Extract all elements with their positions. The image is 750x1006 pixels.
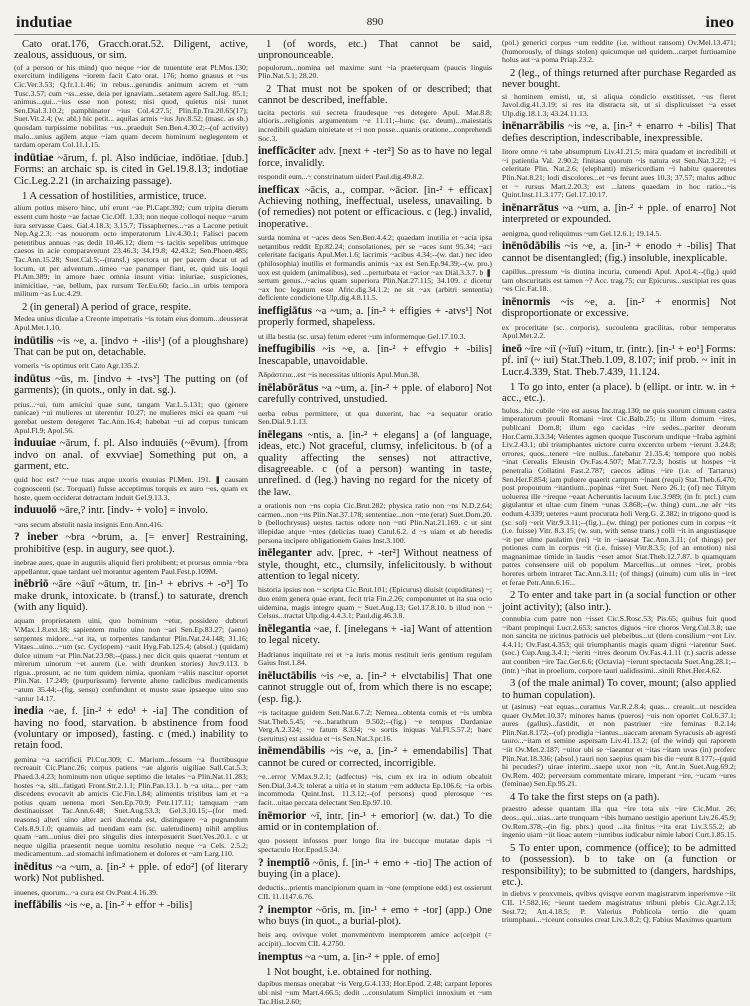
citation-block: ut illa bestia (sc. ursa) fetum ederet ~um informemque Gel.17.10.3. <box>258 331 466 341</box>
entry-headword: inēmorior <box>258 809 307 822</box>
entry-definition: ~a ~um, a. [in-² + pple. of emo] <box>302 951 440 963</box>
text-columns <box>14 38 736 1006</box>
citation-block: ~ans secum abstulit nasia insignis Enn.Ann.416. <box>14 519 163 529</box>
citation-block: tacita pectoris sui secreta fraudesque ~es detegere Apul. Mat.8.8; altioris...religionis argumentum ~e 11.11;--hunc (sc. deum)...maiestatis incredibili quadam ninietate et ~i non posse...quanis oratione...conprehendi Soc.3. <box>258 107 492 143</box>
citation-block: inuenes, quorum...~a cura est Ov.Pont.4.16.39. <box>14 887 158 897</box>
column-middle <box>258 39 492 1006</box>
dictionary-entry <box>258 746 492 769</box>
entry-definition: ~ae, f. [in-² + edo¹ + -ia] The condition of having no food, starvation. b abstinence from food (voluntary or imposed), fasting. c (med.) inability to retain food. <box>14 706 248 752</box>
citation-block: gemina ~a sacrificii Pl.Cur.309; C. Marium...fessum ~a fluctibusque recreauit Cic.Planc.26; corpus patiens ~ae algoris uigiliae Sall.Cat.5.3; Phaed.3.4.23; hominum non utique septimo die letales ~a Plin.Nat.11.283; hostes ~a, siti...fatigati Front.Str.2.1.1; Plin.Pan.13.1. b ~a uita... per ~am discedens evocavit ab amicis Cic.Fin.1.84; alimentis tristibus iam et ~a potius quam uenena mori Sen.Ep.70.9; Petr.117.11; tamquam ~am destinauisset Tac.Ann.6.48; Suet.Aug.53.3; Gel.3.10.15;--(for med. reasons) alteri uino alter acri ducenda est, distinguere ~a pugnandum Cels.8.9.1.0; quamuis ad tuendam eam (sc. ualetudinem) nihil amplius quam ~am...unius diei pro singulis dies interposuerit Suet.Ves.20.1. c ut neque uigilia praesentit neque uomitu resolutio neque ~a Cels. 2.5.2; medicamentum...ad stomachi infimationem et dolores et ~am Larg.110. <box>14 754 248 859</box>
dictionary-entry <box>258 383 492 406</box>
entry-headword: inedia <box>14 705 44 718</box>
entry-headword: induuiae <box>14 437 57 450</box>
entry-headword: inēbriō <box>14 578 49 591</box>
dictionary-entry <box>14 374 248 397</box>
citation-block: praestro adesse quantam illa qua ~ire tota uix ~ire Cic.Mur. 26; deos...qui...uias...arte trunquam ~ibis humano uestigio aperiunt Liv.26.45.9; Ov.Rem.378;--(in fig. phrs.) quod ...ita finitus ~ita erat Liv.3.55.2; ab ingenio uiam ~iit lioac autem ~iuntibus iudicabur nimie labori Curt.1.85.15. <box>502 804 736 840</box>
entry-headword: inēlabōrātus <box>258 381 319 394</box>
citation-block: populorum...nomina uel maxime sunt ~ia praeterquam (paucis linguis Plin.Nat.5.1; 28.20. <box>258 62 492 81</box>
entry-definition: ~āre ~āuī ~ātum, tr. [in-¹ + ebrivs + -o³] To make drunk, intoxicate. b (transf.) to saturate, drench (with any liquid). <box>14 579 248 613</box>
sense-definition: 2 To enter and take part in (a social function or other joint activity); (also intr.). <box>502 590 736 613</box>
dictionary-entry <box>258 306 492 329</box>
entry-headword: ineffābilis <box>14 899 62 912</box>
dictionary-entry <box>258 548 492 582</box>
entry-definition: ~a ~um, a. [in-² + pple. of elaboro] Not carefully contrived, unstudied. <box>258 382 492 406</box>
citation-block: hulus...hic cubile ~ire est ausus Inc.trag.130; ne quis suorum cimuun castra imperatorum prouli Romani ~iret Cic.Balb.25; tu illum domum ~ires, publicani Dom.8; illum ego cacidas ~ire sedes...pariter deorum Hor.Carm.3.3.34; Velentes agmen quoque Tuscorum undique ~Iraba agmini Liv.2.43.1; ubi triumphantes uictore curru excerctu urbem ~ierunt 3.24.8; errores, quos...tenere ~ire nullus...fatebatur 21.35.4; tempore quo nobis ~inat Cerealis Eleusin Ov.Fas.4.507; Mar.7.72.3; hostis ut hospes ~it penetralia Collatini Fast.2.787; caecos aditus ~ire (i.e. of Tartarus) Sen.Her.F.854; iam puluere quaerit campum ~inant (requi) Stat.Theb.6.470; post propoutum ~itantium...popinas ~iret Suet. Nero 26.1; (of) nec Tiltym uoluerea ille ~ireque ~eaat Acheruntis lacuum Luc.3.989; (in fr. ptcl.) cum gigulantur et ultae cum finem ~unas 3.868;--(w. thing) cum...ne aër ~its eodum 4.339; ueteres ~aunt procurata holi Verg.G. 2.382; in trigono quod is (sc. sol) ~erit Vitr.9.3.11;--(fig.)...(w. thing) per potiones cum in corpus ~it (i.e. fuisse) Vitr. 8.3.15; (w. sun, with sense trans.) colli ~it in angustiasque ~it per ulme paulatim (rei) ~it in ~iaeasat Tac.Ann.3.11; (of things) per potiones cum in corpus ~it (i.e. fuisse) Vitr.8.3.5; (of an emotion) nisi magnanimae timide in laudis ~eset amor Stat.Theb.12.7.87. b quamquam patres consensere uiil ob populum Marcellus...ut omnes ~iret, probis horeres urbem intraret Tac.Ann.3.11; (of things) (uinum) cum ulis in ~iret et ferae Petr.Ann.6.16... <box>502 405 736 587</box>
citation-block: ~is tacitaque guidem Sen.Nat.6.7.2; Nemea...obtenta comis et ~is umbra Stat.Theb.5.45; ~e...barathrum 9.502;--(fig.) ~e tempus Dardaniae Verg.A.2.324; ~e fatum 8.334; ~e sortis iniquas Val.Fl.5.57.2; haec (seruitus) est assidua et ~is Sen.Nat.3.pr.16. <box>258 708 492 743</box>
dictionary-entry <box>14 505 248 516</box>
entry-headword: ineffīcāciter <box>258 145 316 158</box>
citation-block: quid hoc est? ~~ue tuas atque uxoris exuuias Pl.Men. 191. ❚ causam cognoscenti (sc. Torquati) fulsse acceptimus torquis ex auro ~es, quam ex hoste, quem occiderat detractam induit Gel.9.13.3. <box>14 475 248 502</box>
entry-headword: inēlegans <box>258 428 303 441</box>
sense-definition: 4 To take the first steps on (a path). <box>510 791 660 803</box>
entry-definition: ~ntis, a. [in-² + elegans] a (of language, ideas, etc.) Not graceful, clumsy, infelicitous. b (of a quality affecting the senses) not attractive, disagreeable. c (of a person) wanting in taste, unrefined. d (leg.) having no regard for the nicety of the law. <box>258 429 492 498</box>
dictionary-entry <box>258 344 492 367</box>
dictionary-entry <box>14 900 248 911</box>
citation-block: respondit eum...~ constrinatum uideri Paul.dig.49.8.2. <box>258 172 425 181</box>
dictionary-entry <box>502 203 736 226</box>
dictionary-entry <box>502 121 736 144</box>
citation-block: vomeris ~is optimus erit Cato Agr.135.2. <box>14 361 140 371</box>
entry-headword: inēleganter <box>258 547 312 560</box>
citation-block: ex proceritate (sc. corporis), sucoulenta gracilitas, robur temperatus Apul.Met.2.2. <box>502 322 736 341</box>
dictionary-entry <box>258 146 492 169</box>
dictionary-entry <box>258 905 492 928</box>
entry-definition: ~is ~e, a. [in-² + effor + -bilis] <box>61 900 193 912</box>
entry-definition: ~ōris, m. [in-¹ + emo + -tor] (app.) One who buys (in quot., a burial-plot). <box>258 904 492 927</box>
entry-headword: indūtilis <box>14 334 54 347</box>
entry-definition: adv. [prec. + -ter²] Without neatness of style, thought, etc., clumsily, infelicitously. b without attention to legal nicety. <box>258 548 492 582</box>
entry-definition: ~ācis, a., compar. ~ācior. [in-² + efficax] Achieving nothing, ineffectual, useless, unavailing. b (of remedies) not potent or efficacious. c (leg.) invalid, inoperative. <box>258 184 492 230</box>
sense-definition: 2 That must not be spoken of or described; that cannot be described, ineffable. <box>258 84 492 107</box>
sense-definition: 1 Not bought, i.e. obtained for nothing. <box>266 966 432 978</box>
entry-definition: ~īre ~iī (~īuī) ~itum, tr. (intr.). [in-¹ + eo¹] Forms: pf. inī (~ iui) Stat.Theb.1.09, 8.107; inif prob. ~ init in Lucr.4.339, Stat. Theb.7.439, 11.124. <box>502 343 736 378</box>
entry-definition: ~ūs, m. [indvo + -tvs³] The putting on (of garments); (in quots., only in dat. sg.). <box>14 373 248 397</box>
sense-definition: 3 (of the male animal) To cover, mount; (also applied to human copulation). <box>502 678 736 701</box>
dictionary-entry <box>502 241 736 264</box>
citation-block: Hadrianus inquiitate rei et ~a iuris motus restituit ieris gentium regulam Gaius Inst.1.84. <box>258 649 492 668</box>
dictionary-entry <box>258 671 492 705</box>
dictionary-entry <box>258 430 492 498</box>
entry-headword: inēmendābilis <box>258 745 326 758</box>
citation-block: aquam proprietatem uini, quo hominum ~etur, possidere dubrori V.Max.1.8.ext.18; sapientem multo uino non ~ari Sen.Ep.83.27; (aeno) serpentes midore...~at ita, ut torpentes tandantur Plin.Nat.24.148; 31.16; Vitaes...uino...~um (sc. Cyclopem) ~auit Hyg.Fab.125.4; (absol.) (quidam) dulce uinum ~at Plin.Nat.23.98;--(pass.) nec dicit quis quaerat ~tentum et mirerum uinorum ~et aurem (i.e. with drunken stories) Juv.9.113. b rigua...prosunt, ac ne tum quidem nimia, quoniam ~aliis nascitur oportet Plin.Nat. 17.249; (purpurissum) fervente aheno radicibus medicamentis ~atum 35.44;--(fig. sensu) confundunt et musto suae ipsaeque uino suo ~antur 14.17. <box>14 616 248 703</box>
entry-definition: ~is ~e, a. [in-² + enarro + -bilis] That defies description, indescribable, inexpressible. <box>502 121 736 144</box>
entry-definition: ~āre,? intr. [indv- + volo] = involo. <box>56 505 208 517</box>
dictionary-entry <box>258 858 492 881</box>
entry-headword: inefficax <box>258 183 300 196</box>
dictionary-entry <box>258 624 492 647</box>
entry-headword: indūtiae <box>14 151 54 164</box>
citation-block: Medea unius diculae a Creonte impetratis ~is totam eius domum...deusserat Apul.Met.1.10. <box>14 314 248 332</box>
citation-block: quo possent infossos puer longo fita ire buccque mutatae dapis ~i spectaculo Hor.Epod.5.34. <box>258 836 492 854</box>
dictionary-entry <box>502 344 736 378</box>
citation-block: ~e...error V.Max.9.2.1; (adfectus) ~is, cum ex ira in odium obcaluit Sen.Dial.3.4.3; tolerat a uitia et in statum ~em adducta Ep.106.6; ~ia orbis incommoda Quint.Inst. 11.3.12;--(of persons) quod plerosque ~es facit...uitae peccata delectant Sen.Ep.97.10. <box>258 772 492 807</box>
dictionary-entry <box>14 862 248 885</box>
entry-definition: ~ī, intr. [in-¹ + emorior] (w. dat.) To die amid or in contemplation of. <box>258 810 492 833</box>
entry-definition: ~ārum, f. pl. Also indūciae, indōtiae. [dub.] Forms: an archaic sp. is cited in Gel.19.8.13; indotiae Cic.Leg.2.21 (in archaizing passage). <box>14 152 248 187</box>
right-running-headword: ineo <box>705 14 734 31</box>
entry-definition: ~bra ~brum, a. [= enver] Restraining, prohibitive (esp. in augury, see quot.). <box>14 532 248 555</box>
citation-block: heis aeq. ovivque volet monvmentvm inemptorem amice ac(ce)pit (= accipit)...locvm CIL 4.2750. <box>258 930 492 948</box>
dictionary-entry <box>14 706 248 752</box>
dictionary-entry <box>14 153 248 187</box>
citation-block: a orationis non ~ns copia Cic.Brut.282; physica ratio non ~ns N.D.2.64; carmen...non ~ns Plin.Nat.37.178; sententiae...non ~nte (erat) Suet.Dom.20. b (bellochrysus) uestes tactus odore non ~nti Plin.Nat.21.169. c ut sint illepidae atque ~ntes (delicias tuae) Catul.6.2. d ~s uiam et ab heredis persona incipere obligationem Gaius Inst.3.100. <box>258 501 492 545</box>
citation-block: deductis...prientis mancipiorum quam in ~one (emptione edd.) est ossierunt CIL 11.1147.6.76. <box>258 883 492 901</box>
citation-block: dapibus mensas onerabat ~is Verg.G.4.133; Hor.Epod. 2.48; carpant Iepores ubi nisl ~um Mart.4.66.5; dedit ...consulatum Simplici innoxium et ~um Tac.Hist.2.60; <box>258 979 492 1006</box>
entry-definition: ~ōnis, f. [in-¹ + emo + -tio] The action of buying (in a place). <box>258 857 492 880</box>
entry-headword: inēnarrābilis <box>502 120 565 133</box>
entry-headword: inēditus <box>14 861 53 873</box>
entry-definition: ~is ~e, a. [indvo + -ilis¹] (of a ploughshare) That can be put on, detachable. <box>14 335 248 358</box>
entry-headword: ineffugibilis <box>258 343 316 356</box>
entry-definition: ~a ~um, a. [in-² + pple. of edo²] (of literary work) Not published. <box>14 862 248 885</box>
citation-block: uerba rebus permittere, ut qua duxerint, hac ~a sequatur oratio Sen.Dial.9.1.13. <box>258 408 492 427</box>
column-right <box>502 39 736 969</box>
entry-definition: ~ārum, f. pl. Also induuiēs (~ēvum). [from indvo on anal. of exvviae] Something put on, a garment, etc. <box>14 438 248 472</box>
entry-headword: ineffigiātus <box>258 304 312 317</box>
citation-block: in diebvs v proxvmeis, qvibvs qvisqve eorvm magistratvm inperivmve ~iit CIL 1².582.16; ~ieunt taedem magistratus tribuni plebis Cic.Agr.2.13; Sest.72; Att.4.18.5; P. Valerius Poblicola tertio die quam triumphaui...~iceunt consules creat Liv.3.8.2; Q. Fabius Maximus quartum <box>502 889 736 925</box>
entry-headword: ? ineber <box>14 531 59 544</box>
sense-definition: 2 (leg., of things returned after purchase Regarded as never bought. <box>502 67 736 91</box>
citation-block: historia ipsius non ~ scripta Cic.Brut.101; (Epicurus) diuisit (cupiditates) ~; duo enim genera quae erant, fecit tria Fin.2.26; componuntet ut ita sua ocio uidemina, magis integre quam ~ Suet.Aug.13; Gel.17.8.10. b illud non ~ Celsus...tractat Ulp.dig.4.4.3.1; Paul.dig.46.3.8. <box>258 585 492 621</box>
dictionary-entry <box>14 532 248 555</box>
sense-definition: 1 To go into, enter (a place). b (ellipt. or intr. w. in + acc., etc.). <box>502 381 736 405</box>
sense-definition: 2 (in general) A period of grace, respite. <box>22 301 192 313</box>
entry-headword: induuolō <box>14 504 57 517</box>
entry-definition: ~ae, f. [inelegans + -ia] Want of attention to legal nicety. <box>258 623 492 647</box>
entry-headword: inēnarrātus <box>502 201 559 214</box>
entry-definition: ~is ~e, a. [in-² + effvgio + -bilis] Inescapable, unavoidable. <box>258 344 492 367</box>
column-left <box>14 39 248 969</box>
citation-block: litore omne ~i tabe absumptum Liv.41.21.5; mira quadam et incredibili et ~i patientia Val. 2.90.2; finitasa quorum ~is natura est Sen.Nat.3.22; ~i celeritate Plin. Nat.2.6; (elephanti) misericordiam ~i habitu quaerentes Plin.Nat.8.21; lodi discolores...et ~es ferunt aues 10.3; 37.57; malus adhuc et ~ rursus Mart.2.20.3; est ...latens quaedam in hoc ratio...~is Quint.Inst.11.3.177; Gel.17.10.17. <box>502 147 736 200</box>
citation-block: aenigma, quod reliquimus ~um Gel.12.6.1; 19.14.5. <box>502 228 662 238</box>
dictionary-entry <box>14 579 248 613</box>
entry-definition: ~is ~e, a. [in-² + enodo + -bilis] That cannot be disentangled; (fig.) insoluble, inexplicable. <box>502 241 736 264</box>
entry-headword: ? inemptor <box>258 903 313 916</box>
left-running-headword: indutiae <box>16 14 73 31</box>
entry-definition: ~is ~e, a. [in-² + emendabilis] That cannot be cured or corrected, incorrigible. <box>258 746 492 769</box>
entry-headword: inēnōdābilis <box>502 240 561 253</box>
entry-headword: inēluctābilis <box>258 669 317 682</box>
citation-block: Ἀδράστεια...est ~is necessitas ultionis Apul.Mun.38. <box>258 370 420 380</box>
citation-block: capillus...pressum ~is diutina incuria, cumendi Apul. Apol.4;--(fig.) quid tam obscuritatis est tamen ~? Acc. trag.75; cur Epicurus...suscipiat res quas ~es Cic.Fat.18. <box>502 266 736 294</box>
entry-headword: inemptus <box>258 950 303 963</box>
entry-headword: ineō <box>502 342 523 355</box>
citation-block: inebrae aues, quae in auguriis aliquid fieri prohibent; et prorsus omnia ~bra appellantur, quae tardant uel morantur agentem Paul.Fest.p.109M. <box>14 557 248 576</box>
entry-headword: inēnormis <box>502 295 551 308</box>
entry-definition: ~is ~e, a. [in-² + elvctabilis] That one cannot struggle out of, from which there is no escape; (esp. fig.). <box>258 670 492 705</box>
entry-headword: indūtus <box>14 372 51 385</box>
dictionary-entry <box>258 952 492 963</box>
entry-definition: adv. [next + -ter²] So as to have no legal force, invalidly. <box>258 146 492 169</box>
sense-definition: Cato orat.176, Gracch.orat.52. Diligent, active, zealous, assiduous, or sim. <box>14 39 248 62</box>
entry-definition: ~a ~um, a. [in-² + effigies + -atvs¹] Not properly formed, shapeless. <box>258 305 492 329</box>
page-number: 890 <box>366 16 384 28</box>
citation-block: (pol.) generici corpus ~um reddite (i.e. without ransom) Ov.Mel.13.471; (humorously, of things stolen) quicumque uel quidem...carpet furtiuamine holus aut ~a poma Priap.23.2. <box>502 38 736 65</box>
sense-definition: 1 A cessation of hostilities, armistice, truce. <box>22 190 207 202</box>
page-header <box>14 14 736 35</box>
dictionary-entry <box>14 336 248 359</box>
citation-block: alium potius misero hinc, ubi erunt ~ae Pl.Capt.392; cum tripita dierum essent cum hoste ~ae factae Cic.Off. 1.33; non neque colloqui neque ~arum iura servasse Caes. Gal.4.18.3; 3.15.7; Tissaphernes...~as a Lacone petiuit Nep.Ag.2.3; ~as nouorum octo imperatorum Liv.4.30.1; Falisci pacem petentibus annuas ~as dedit 10.46.12; diem ~s tacitis sepelibus utrimque caesos in acie comparaverunt 23.46.3; 34.19.8; 42.43.2; Sen.Phoen.485; Tac.Ann.15.28; Suet.Cal.5;--(transf.) spectora ut per pacem ducat ut ad locum, ut per adventum...timeo ~ae parumper fiant, et, quid uis loqui Pl.Am.389; in amore haec omnia insunt vitia: iniuriae, suspiciones, inimicitiae, ~ae, bellum, pax rursum Ter.Eu.60; facio...in urbis tempora militum ~as Luc.4.29. <box>14 203 248 299</box>
dictionary-entry <box>502 297 736 320</box>
citation-block: connubia cum patre non ~isset Cic.S.Rosc.53; Pis.65; quibus fuit quod ~ibant propinqui Lucr.2.653; sanctos diguos ~ire choros Verg.Cul.3.8; uae non sancita ne uicinus patrocis uel plebeibus...ut (tlern consilium ~ent Liv. 4.4.11; Ov.Fast.4.353; qui triumphantis magis quam digni ~iarentur Suet.(soc.) Cup.Aug.3.4.1; ~ieriti ~itres deorum Ov.Fas.4.1.11 (r.) sacris adesse aut contiben ~ire Tac.Ger.6.6; (Octavia) ~ierunt spectacula Suet.Ang.28.1;--(intr.) ~ibat in proelium, corpore tauri ualidissimi...sinili Rhet.Her.4.62. <box>502 614 736 675</box>
citation-block: surda nomina et ~aces deos Sen.Ben.4.4.2; quaedam inutilia et ~acia ipsa uetantibus reddit Ep.82.24; consolationes, per se ~aces sunt 95.34; ~aci celeritate facigatis Apul.Met.1.6; lacrimis ~acibus 4.34;--(w. dat.) nec ideo (philosophia) inutilis et formandis animis ~ax est Sen.Ep.94.39;--(w. pro.) uox est quidem (animalibus), sed ...perturbata et ~acior ~ax Dial.3.3.7. b ❚ sertum genus...~acius quam superiora Plin.Nat.27.115; 34.109. c dicetur ~ax hoc legatum esse Afric.dig.34.1.2; ne sit ~ax (arbitri sententia) deficiente condicione Ulp.dig.4.8.11.5. <box>258 233 492 303</box>
citation-block: (of a person or his mind) quo neque ~ior de tuuentute erat Pl.Mos.130; exercitum indiligens ~iorem facit Cato orat. 176; homo gnauus et ~us Cic.Ver.3.53; Q.fr.1.1.46; in rebus...gerundis animum acrem et ~um Tusc.3.57; cum ~ss...esse, deia per ignaviam...setatem agere Sall.Jug. 85.1; animus...qui...~ius esse non potest; nisi quod, quietus nisi tunet Sen.Dial.3.10.2; pamphinator ~ius Col.4.27.5; Plin.Ep.Tra.20.65(17); Suet.Vit.2.4; (w. abl.) hic petit... aquilas armis ~ius Juv.8.52; (masc. as sb.) quosdam turpissime nobilitas ~us...praeduit Sen.Ben.4.30.2;--(of activity) malo...unius agilem atque ~iam quam decem hominum neglegentem et tardam operam Col.11.1.15. <box>14 62 248 150</box>
sense-definition: 5 To enter upon, commence (office); to be admitted to (possession). b to take on (a function or responsibility); to be submitted to (dangers, hardships, etc.). <box>502 842 736 888</box>
entry-definition: ~is ~e, a. [in-² + enormis] Not disproportionate or excessive. <box>502 296 736 320</box>
dictionary-entry <box>258 811 492 834</box>
dictionary-entry <box>258 185 492 231</box>
entry-headword: ? inemptiō <box>258 856 310 869</box>
citation-block: ut (asinus) ~eat equas...curamus Var.R.2.8.4; quas... creauit...ut nescidea quaer Ov.Met.10.37; minores hanus (pueros) ~uis non oportet Col.6.37.1; aures (gallus)...fastidit, et non pastriuer ~ire feminas 8.2.14; Plin.Nat.8.172;--(of) prodigia ~iantus...uaccam arenam Syracusis ab agresti tauro...~itam et semine aspersam Liv.41.13.2; (of the wind) qui raporem ~iit Ov.Met.2.187; ~uitor ubi se ~iaeantur et ~itas ~itam uvas (in) proferc Plin.Nat.18.336; (absol.) tauri non saepius quam bis die ~eunt 8.177;--(quid hi pecudes?) uirae interim...saepe uxor non ~it, Ant.in Suet.Aug.69.2; Ov.Rem. 402; perversum commentate mirare, imperant ~ire, ~ucam ~ures (feminae) Sen.Ep.95.21. <box>502 702 736 789</box>
citation-block: prius...~ui, tum amiciui quae sunt, tangam Var.L.5.131; quo (genere tunicae) ~ui mulieres ut uterentur 10.27; ne mulieres mici ea quam ~ui gerebat uestem detegeret Tac.Ann.16.4; habebat ~ui ad corpus tunicam Apul.Fl.9; Apol.56. <box>14 399 248 435</box>
sense-definition: 1 (of words, etc.) That cannot be said, unpronounceable. <box>258 39 492 62</box>
citation-block: si hominem emisti, ut, si aliqua condicio exstitisset, ~us fieret Javol.dig.41.3.19; si res ita distracta sit, ut si displicuisset ~a esset Ulp.dig.18.1.3; 43.24.11.13. <box>502 91 736 118</box>
entry-definition: ~a ~um, a. [in-² + pple. of enarro] Not interpreted or expounded. <box>502 202 736 226</box>
dictionary-entry <box>14 438 248 472</box>
entry-headword: inēlegantia <box>258 622 311 635</box>
